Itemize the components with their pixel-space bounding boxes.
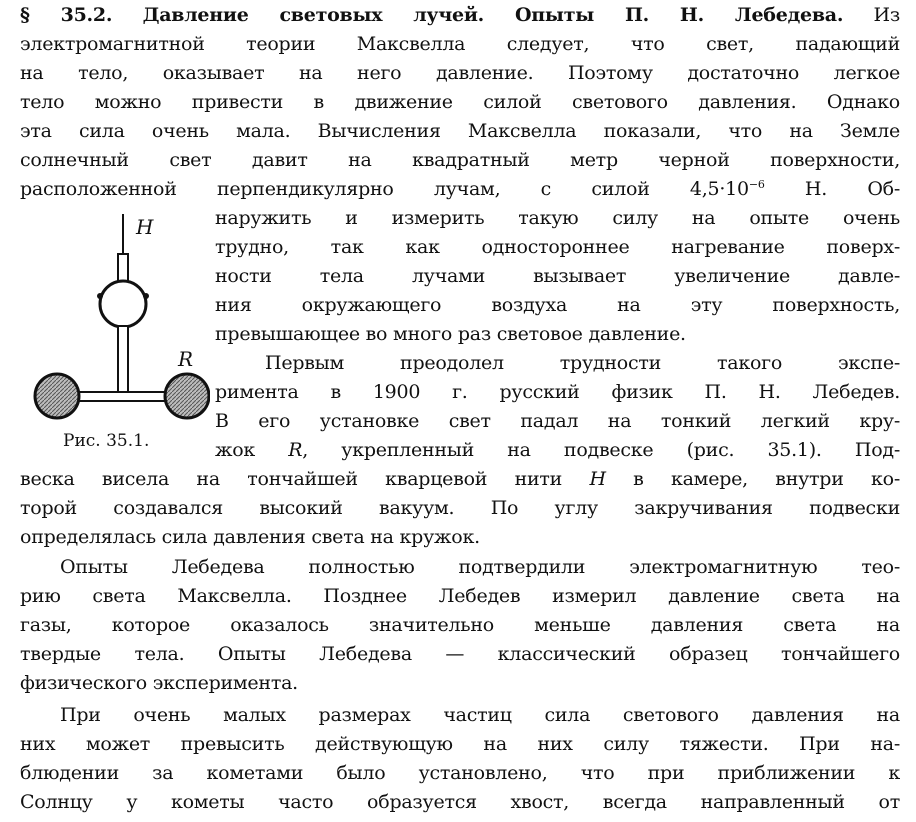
paragraph-start-line: Первым преодолел трудности такого экспе- — [265, 352, 900, 374]
force-tail: Н. Об- — [764, 178, 900, 200]
force-text: расположенной перпендикулярно лучам, с силой 4,5·10 — [20, 178, 749, 200]
variable-h: H — [589, 468, 606, 490]
label-r: R — [178, 347, 194, 371]
upper-stem — [118, 254, 128, 282]
label-h: H — [136, 215, 154, 239]
text-line-force-value — [20, 176, 900, 203]
text-line: наружить и измерить такую силу на опыте очень — [215, 207, 900, 229]
text-line: определялась сила давления света на кружок. — [20, 526, 480, 548]
text-line: солнечный свет давит на квадратный метр черной поверхности, — [20, 149, 900, 171]
mirror-dot-left — [97, 293, 103, 299]
heading-line-rest: Из — [873, 4, 900, 26]
text-line: газы, которое оказалось значительно меньше давления света на — [20, 614, 900, 636]
variable-r: R — [288, 439, 303, 461]
force-exponent: −6 — [748, 178, 765, 191]
text-line: физического эксперимента. — [20, 672, 298, 694]
text-line-disk-r — [215, 437, 900, 464]
section-heading-line — [20, 2, 900, 29]
mirror-dot-right — [143, 293, 149, 299]
text-line: электромагнитной теории Максвелла следует, что свет, падающий — [20, 33, 900, 55]
text-line: В его установке свет падал на тонкий легкий кру- — [215, 410, 900, 432]
text-line: превышающее во много раз световое давление. — [215, 323, 686, 345]
text-line: ности тела лучами вызывает увеличение давле- — [215, 265, 900, 287]
disk-left — [35, 374, 79, 418]
line-part: жок — [215, 439, 289, 461]
text-line: ния окружающего воздуха на эту поверхность, — [215, 294, 900, 316]
lower-stem — [118, 326, 128, 392]
line-part: в камере, внутри ко- — [605, 468, 900, 490]
text-line: Солнцу у кометы часто образуется хвост, всегда направленный от — [20, 791, 900, 813]
text-line: блюдении за кометами было установлено, что при приближении к — [20, 762, 900, 784]
disk-right-r — [165, 374, 209, 418]
line-part: веска висела на тончайшей кварцевой нити — [20, 468, 590, 490]
paragraph-start-line: Опыты Лебедева полностью подтвердили электромагнитную тео- — [60, 556, 900, 578]
text-line-thread-h — [20, 466, 900, 493]
text-line: твердые тела. Опыты Лебедева — классический образец тончайшего — [20, 643, 900, 665]
line-part: , укрепленный на подвеске (рис. 35.1). Под- — [302, 439, 900, 461]
textbook-page — [20, 2, 900, 818]
figure-caption: Рис. 35.1. — [63, 431, 150, 451]
mirror-circle — [100, 281, 146, 327]
text-line: тело можно привести в движение силой светового давления. Однако — [20, 91, 900, 113]
apparatus-diagram — [20, 208, 210, 430]
paragraph-start-line: При очень малых размерах частиц сила светового давления на — [60, 704, 900, 726]
text-line: на тело, оказывает на него давление. Поэтому достаточно легкое — [20, 62, 900, 84]
text-line: них может превысить действующую на них силу тяжести. При на- — [20, 733, 900, 755]
text-line: трудно, так как одностороннее нагревание поверх- — [215, 236, 900, 258]
text-line: торой создавался высокий вакуум. По углу закручивания подвески — [20, 497, 900, 519]
text-line: римента в 1900 г. русский физик П. Н. Лебедев. — [215, 381, 900, 403]
figure-lebedev-apparatus — [20, 208, 210, 458]
section-number: § 35.2. — [20, 4, 113, 26]
section-title: Давление световых лучей. Опыты П. Н. Лебедева. — [142, 4, 844, 26]
text-line: эта сила очень мала. Вычисления Максвелла показали, что на Земле — [20, 120, 900, 142]
text-line: рию света Максвелла. Позднее Лебедев измерил давление света на — [20, 585, 900, 607]
